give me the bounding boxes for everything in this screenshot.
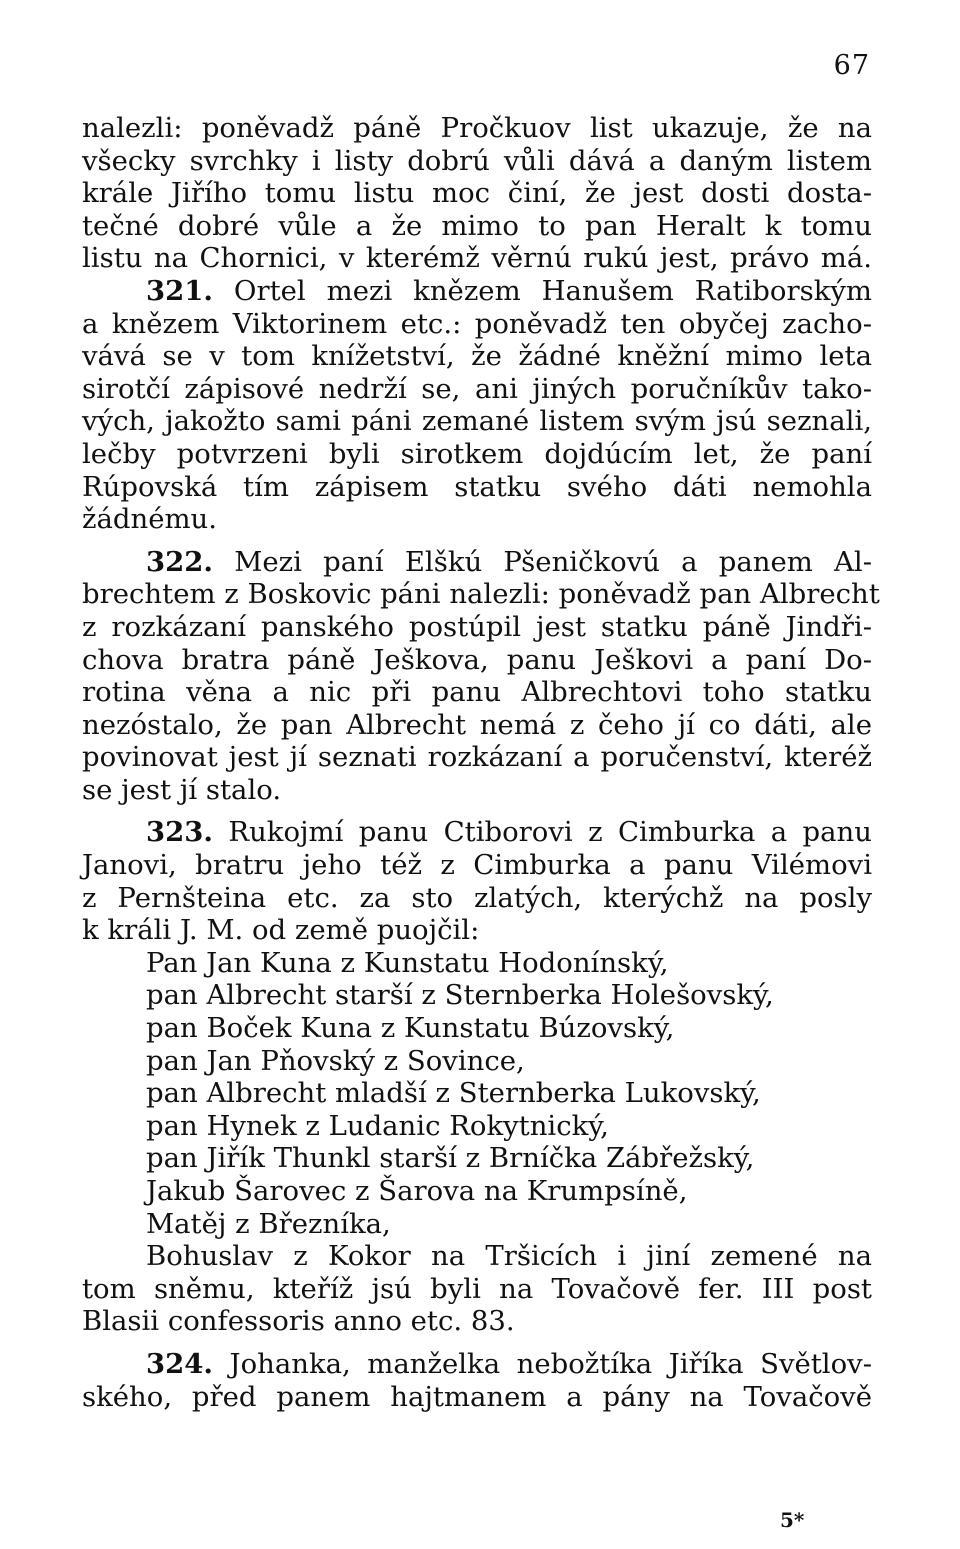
list-item: pan Albrecht mladší z Sternberka Lukovský, bbox=[146, 1077, 761, 1110]
text-line bbox=[82, 546, 872, 579]
text-line: nalezli: poněvadž páně Pročkuov list ukazuje, že na bbox=[82, 112, 872, 144]
list-item: Jakub Šarovec z Šarova na Krumpsíně, bbox=[146, 1175, 688, 1207]
text-line: Rúpovská tím zápisem statku svého dáti nemohla bbox=[82, 470, 872, 503]
text-line: sirotčí zápisové nedrží se, ani jiných poručníkův tako- bbox=[82, 372, 872, 405]
text-line bbox=[82, 275, 872, 308]
text-line: z rozkázaní panského postúpil jest statku páně Jindři- bbox=[82, 610, 872, 643]
list-item: Pan Jan Kuna z Kunstatu Hodonínský, bbox=[146, 946, 669, 979]
text-line: se jest jí stalo. bbox=[82, 773, 282, 806]
text-line: Blasii confessoris anno etc. 83. bbox=[82, 1305, 515, 1338]
text-line: vých, jakožto sami páni zemané listem svým jsú seznali, bbox=[82, 405, 872, 438]
text-line: tečné dobré vůle a že mimo to pan Heralt k tomu bbox=[82, 209, 872, 242]
text-line-content: Mezi paní Elškú Pšeničkovú a panem Al- bbox=[234, 545, 872, 578]
paragraph-number: 323. bbox=[146, 816, 213, 849]
text-line bbox=[82, 816, 872, 849]
text-line: lečby potvrzeni byli sirotkem dojdúcím let, že paní bbox=[82, 437, 872, 470]
list-item: pan Jiřík Thunkl starší z Brníčka Zábřežský, bbox=[146, 1142, 755, 1175]
text-line bbox=[82, 1348, 872, 1381]
text-line: povinovat jest jí seznati rozkázaní a poručenství, kteréž bbox=[82, 741, 872, 774]
text-line-content: Ortel mezi knězem Hanušem Ratiborským bbox=[233, 274, 873, 307]
text-line: vává se v tom knížetství, že žádné kněžní mimo leta bbox=[82, 340, 872, 373]
paragraph-322 bbox=[82, 545, 880, 807]
list-item: pan Hynek z Ludanic Rokytnický, bbox=[146, 1109, 609, 1142]
list-item: pan Boček Kuna z Kunstatu Búzovský, bbox=[146, 1012, 675, 1045]
signature-mark: 5* bbox=[780, 1508, 805, 1532]
text-line: chova bratra páně Ješkova, panu Ješkovi a paní Do- bbox=[82, 643, 872, 676]
guarantor-list bbox=[82, 947, 872, 1338]
text-line: Janovi, bratru jeho též z Cimburka a panu Vilémovi bbox=[82, 849, 872, 882]
paragraph-continuation bbox=[82, 112, 872, 275]
paragraph-321 bbox=[82, 275, 872, 536]
paragraph-number: 321. bbox=[146, 274, 213, 307]
list-item: pan Albrecht starší z Sternberka Holešovský, bbox=[146, 979, 774, 1012]
paragraph-number: 324. bbox=[146, 1347, 213, 1380]
text-line: nezóstalo, že pan Albrecht nemá z čeho jí co dáti, ale bbox=[82, 708, 872, 741]
document-body bbox=[82, 112, 880, 1413]
text-line: listu na Chornici, v kterémž věrnú rukú jest, právo má. bbox=[82, 242, 872, 275]
paragraph-323 bbox=[82, 816, 872, 946]
text-line: žádnému. bbox=[82, 503, 218, 536]
page-number: 67 bbox=[833, 50, 870, 81]
text-line: k králi J. M. od země puojčil: bbox=[82, 914, 480, 947]
list-item: pan Jan Pňovský z Sovince, bbox=[146, 1044, 525, 1077]
text-line-content: Johanka, manželka nebožtíka Jiříka Světlov- bbox=[229, 1347, 872, 1380]
paragraph-324 bbox=[82, 1348, 872, 1413]
text-line: z Pernšteina etc. za sto zlatých, kterýchž na posly bbox=[82, 881, 872, 914]
text-line: krále Jiřího tomu listu moc činí, že jest dosti dosta- bbox=[82, 177, 872, 210]
text-line: všecky svrchky i listy dobrú vůli dává a daným listem bbox=[82, 144, 872, 177]
list-item: Matěj z Březníka, bbox=[146, 1207, 391, 1240]
list-closing-line: Bohuslav z Kokor na Tršicích i jiní zemené na bbox=[146, 1240, 872, 1273]
text-line: brechtem z Boskovic páni nalezli: poněvadž pan Albrecht bbox=[82, 578, 880, 611]
text-line: tom sněmu, kteříž jsú byli na Tovačově fer. III post bbox=[82, 1272, 872, 1305]
text-line: rotina věna a nic při panu Albrechtovi toho statku bbox=[82, 676, 872, 709]
text-line: ského, před panem hajtmanem a pány na Tovačově bbox=[82, 1380, 872, 1413]
paragraph-number: 322. bbox=[146, 545, 213, 578]
text-line-content: Rukojmí panu Ctiborovi z Cimburka a panu bbox=[228, 816, 872, 849]
text-line: a knězem Viktorinem etc.: poněvadž ten obyčej zacho- bbox=[82, 307, 872, 340]
